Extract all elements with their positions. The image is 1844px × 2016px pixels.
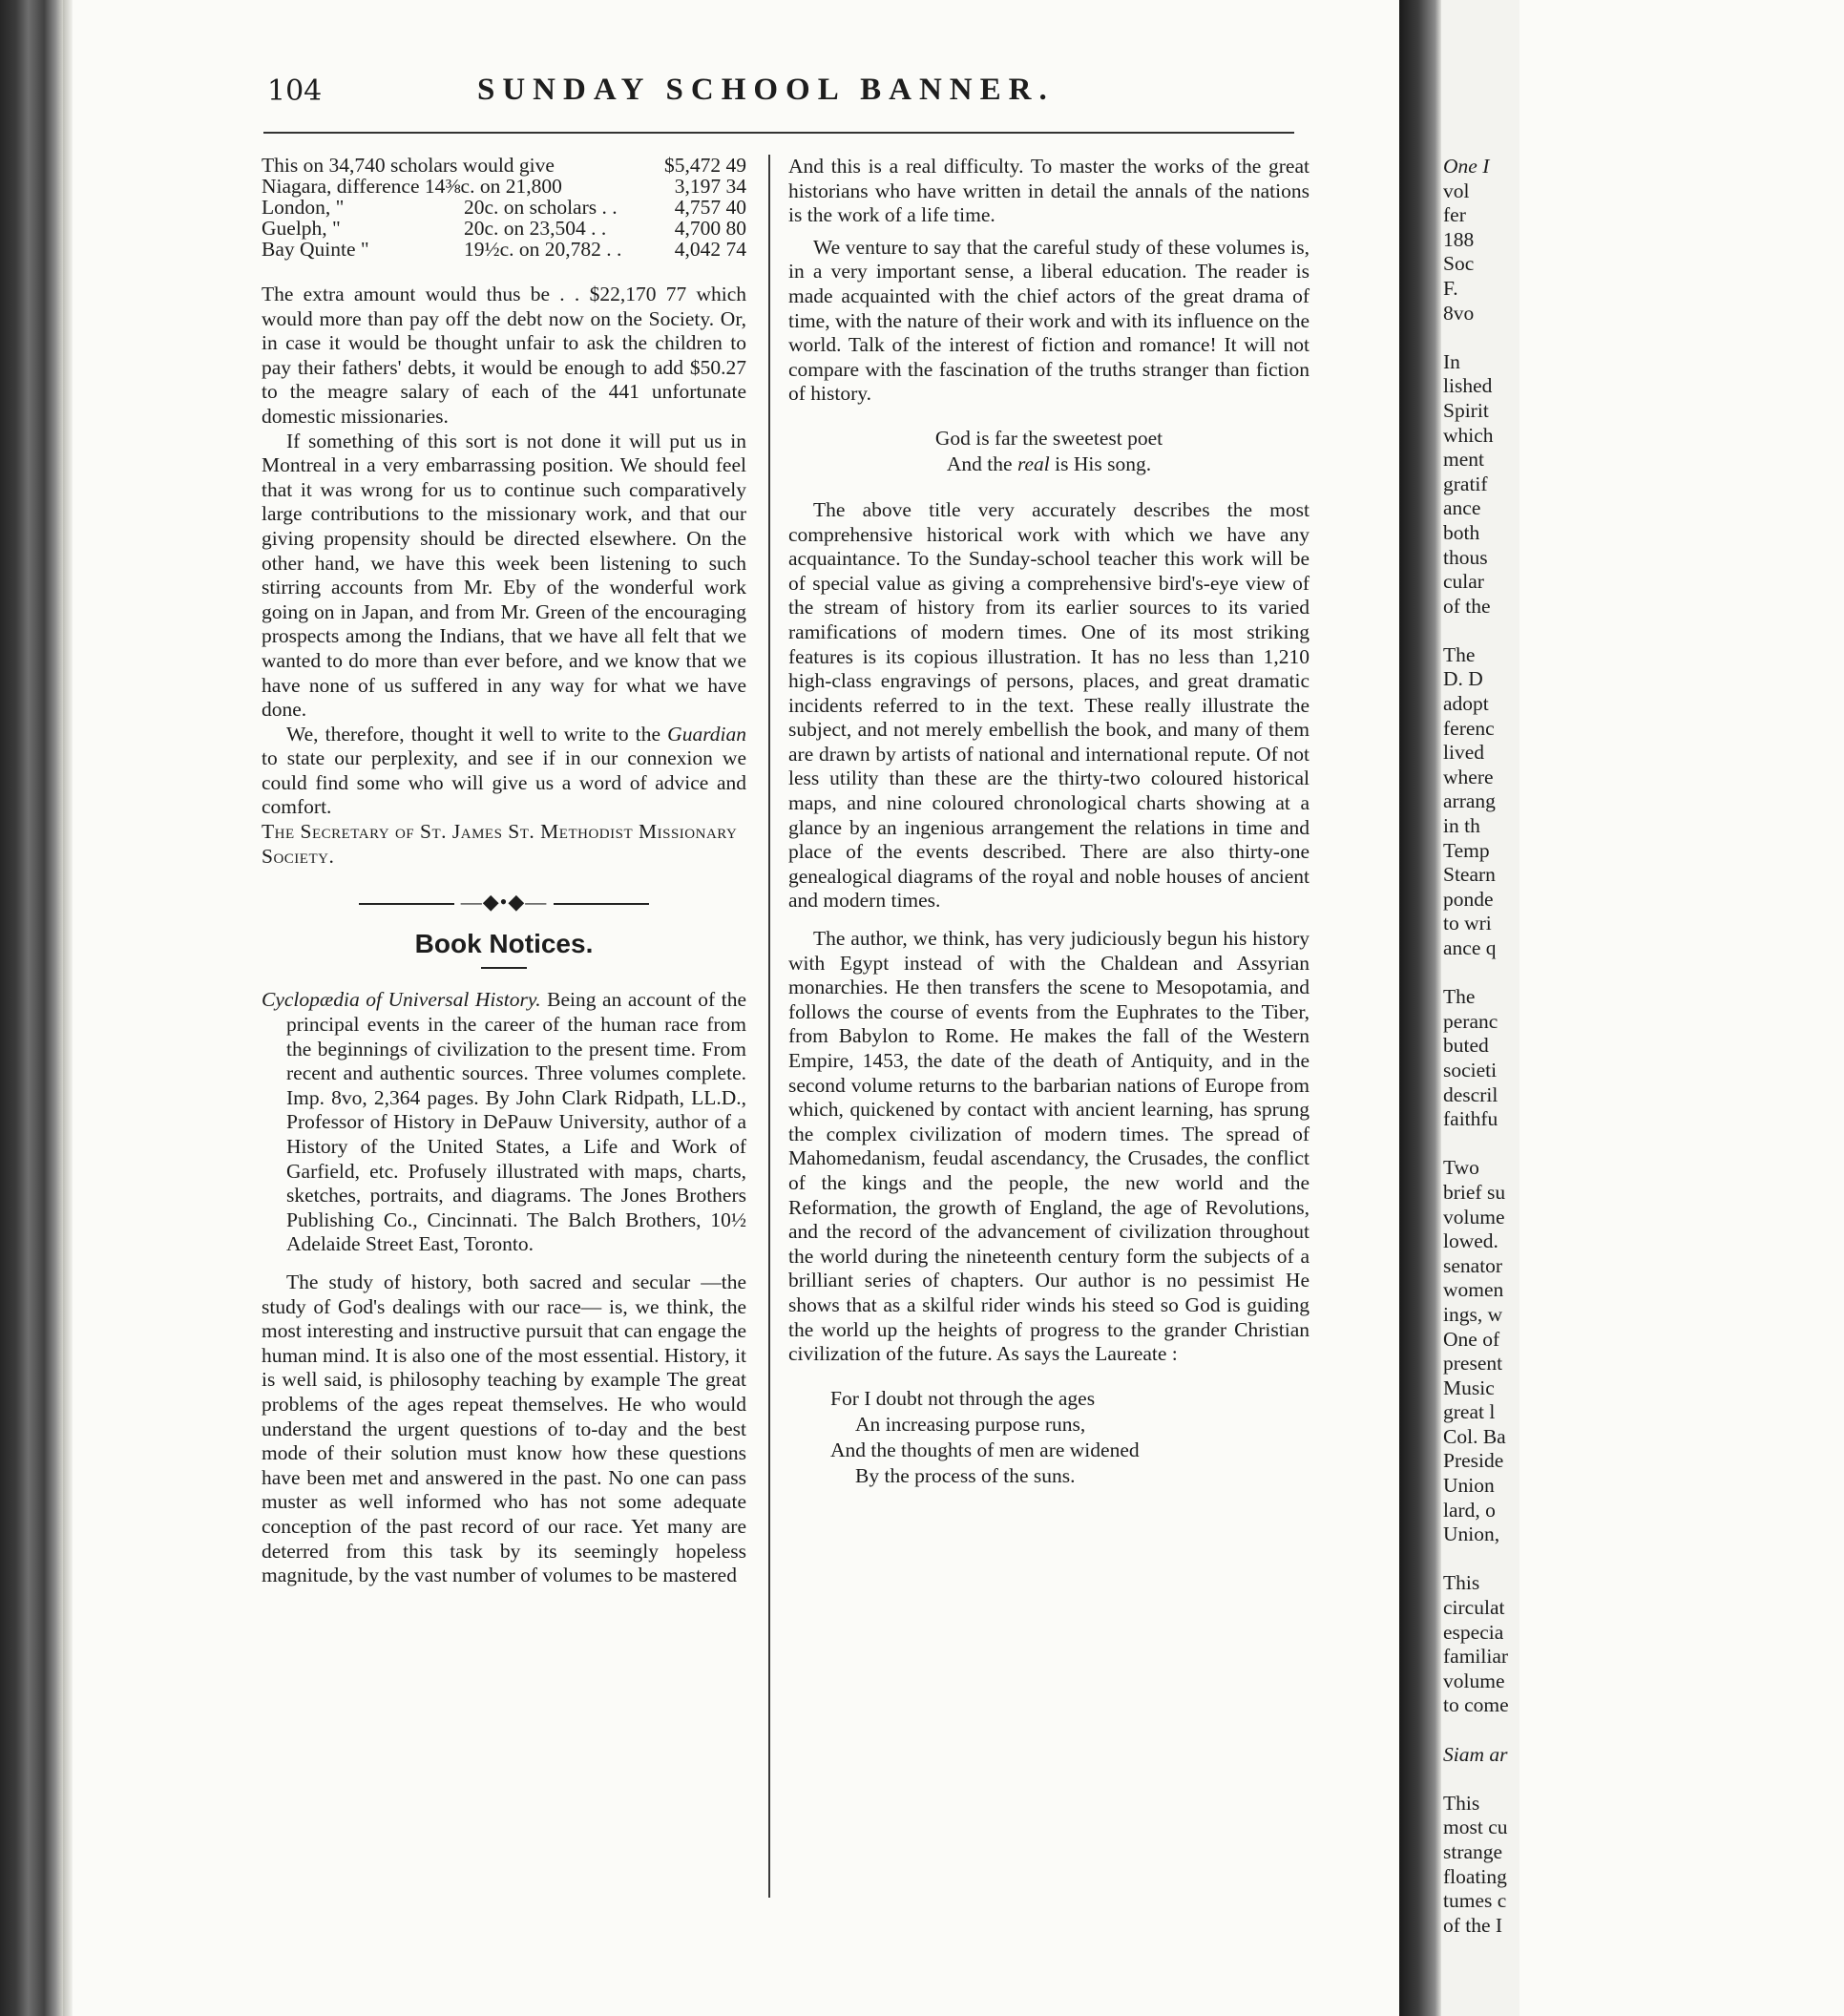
- header-rule: [263, 132, 1294, 134]
- paragraph: The author, we think, has very judiciously begun his history with Egypt instead of with the Chaldean and Assyrian monarchies. He then transfers the scene to Mesopotamia, and follows the course of events from the Euphrates to the Tiber, from Babylon to Rome. He makes the fall of the Western Empire, 1453, the date of the death of Antiquity, and in the second volume returns to the barbarian nations of Europe from which, quickened by contact with ancient learning, has sprung the complex civilization of modern times. The spread of Mahomedanism, feudal ascendancy, the Crusades, the conflict of the kings and the people, the new world and the Reformation, the growth of England, the age of Revolutions, and the record of the advancement of civilization throughout the world during the nineteenth century form the subjects of a brilliant series of chapters. Our author is no pessimist He shows that as a skilful rider winds his steed so God is guiding the world up the heights of progress to the grander Christian civilization of the future. As says the Laureate :: [788, 927, 1310, 1366]
- fragment-line: ferenc: [1443, 716, 1495, 740]
- fragment-line: of the I: [1443, 1913, 1503, 1937]
- text-span: to state our perplexity, and see if in our connexion we could find some who will give us a word of advice and comfort.: [262, 746, 746, 819]
- fragment-line: women: [1443, 1278, 1504, 1302]
- fragment-line: [1443, 1547, 1844, 1572]
- signature: The Secretary of St. James St. Methodist Missionary Society.: [262, 820, 738, 868]
- fragment-line: This: [1443, 1791, 1480, 1815]
- text-span: is His song.: [1049, 452, 1152, 475]
- paragraph: [262, 723, 746, 820]
- table-cell: Guelph, ": [262, 217, 341, 240]
- fragment-line: in th: [1443, 814, 1480, 838]
- table-row: [262, 155, 746, 176]
- poem-line: An increasing purpose runs,: [855, 1412, 1086, 1436]
- book-spine: [0, 0, 63, 2016]
- book-title: Cyclopædia of Universal History.: [262, 988, 541, 1012]
- text-span: We, therefore, thought it well to write to the: [286, 722, 668, 746]
- ornament-line: [359, 903, 454, 905]
- fragment-line: to wri: [1443, 912, 1492, 935]
- table-cell: London, ": [262, 196, 345, 219]
- table-cell: 4,042 74: [674, 238, 746, 261]
- table-cell: $5,472 49: [664, 154, 746, 177]
- fragment-line: lowed.: [1443, 1229, 1498, 1253]
- heading-rule: [481, 967, 527, 969]
- fragment-line: ment: [1443, 448, 1484, 472]
- fragment-line: [1443, 1718, 1844, 1743]
- poem: [830, 1386, 1310, 1489]
- fragment-line: adopt: [1443, 692, 1489, 716]
- next-page-fragment: [1439, 155, 1519, 1937]
- fragment-line: familiar: [1443, 1645, 1509, 1669]
- fragment-line: Two: [1443, 1156, 1479, 1180]
- quotation: [788, 426, 1310, 477]
- fragment-line: Union: [1443, 1474, 1495, 1498]
- fragment-line: especia: [1443, 1620, 1504, 1644]
- fragment-line: tumes c: [1443, 1889, 1507, 1913]
- book-description: Being an account of the principal events in the career of the human race from the beginnings of civilization to the present time. From recent and authentic sources. Three volumes complete. Imp. 8vo, 2,364 pages. By John Clark Ridpath, LL.D., Professor of History in DePauw University, author of a History of the United States, a Life and Work of Garfield, etc. Profusely illustrated with maps, charts, sketches, portraits, and diagrams. The Jones Brothers Publishing Co., Cincinnati. The Balch Brothers, 10½ Adelaide Street East, Toronto.: [286, 988, 746, 1256]
- fragment-line: ance: [1443, 496, 1481, 520]
- ornament-divider: [262, 890, 746, 914]
- fragment-line: both: [1443, 520, 1480, 544]
- fragment-line: most cu: [1443, 1816, 1508, 1839]
- fragment-line: great l: [1443, 1400, 1496, 1424]
- fragment-line: peranc: [1443, 1009, 1498, 1033]
- fragment-line: thous: [1443, 545, 1488, 569]
- fragment-line: cular: [1443, 570, 1484, 594]
- fragment-line: Siam ar: [1443, 1742, 1508, 1766]
- book-notice-entry: [262, 988, 746, 1257]
- paragraph: If something of this sort is not done it will put us in Montreal in a very embarrassing position. We should feel that it was wrong for us to continue such comparatively large contributions to the missionary work, and that our giving propensity should be directed elsewhere. On the other hand, we have this week been listening to such stirring accounts from Mr. Eby of the wonderful work going on in Japan, and from Mr. Green of the encouraging prospects among the Indians, that we have all felt that we wanted to do more than ever before, and we know that we have none of us suffered in any way for what we have done.: [262, 429, 746, 722]
- table-row: [262, 197, 746, 218]
- italic-title: Guardian: [667, 722, 746, 746]
- fragment-line: brief su: [1443, 1180, 1506, 1204]
- paragraph: And this is a real difficulty. To master the works of the great historians who have written in detail the annals of the nations is the work of a life time.: [788, 155, 1310, 227]
- section-heading: Book Notices.: [414, 928, 594, 958]
- fragment-line: of the: [1443, 594, 1491, 618]
- table-cell: 20c. on scholars . .: [464, 196, 618, 219]
- poem-line: And the thoughts of men are widened: [830, 1438, 1140, 1461]
- page-number: 104: [267, 74, 323, 108]
- right-column: [788, 155, 1310, 1489]
- fragment-line: volume: [1443, 1205, 1505, 1228]
- next-page-text: [1443, 155, 1844, 1938]
- fragment-line: One I: [1443, 155, 1490, 178]
- fragment-line: [1443, 961, 1844, 986]
- fragment-line: [1443, 619, 1844, 643]
- fragment-line: 8vo: [1443, 301, 1475, 325]
- fragment-line: ings, w: [1443, 1302, 1503, 1326]
- fragment-line: arrang: [1443, 789, 1496, 813]
- column-divider: [768, 155, 770, 1898]
- fragment-line: Music: [1443, 1376, 1495, 1399]
- fragment-line: This: [1443, 1571, 1480, 1595]
- running-title: SUNDAY SCHOOL BANNER.: [477, 73, 1055, 107]
- fragment-line: ance q: [1443, 936, 1497, 959]
- paragraph: We venture to say that the careful study of these volumes is, in a very important sense, a liberal education. The reader is made acquainted with the chief actors of the great drama of time, with the nature of their work and with its influence on the world. Talk of the interest of fiction and romance! It will not compare with the fascination of the truths stranger than fiction of history.: [788, 235, 1310, 406]
- fragment-line: D. D: [1443, 667, 1483, 691]
- paragraph: The study of history, both sacred and secular —the study of God's dealings with our race— is, we think, the most interesting and instructive pursuit that can engage the human mind. It is also one of the most essential. History, it is well said, is philosophy teaching by example The great problems of the ages repeat themselves. He who would understand the urgent questions of to-day and the best mode of their solution must know how these questions have been met and answered in the past. No one can pass muster as well informed who has not some adequate conception of the past record of our race. Yet many are deterred from this task by its seemingly hopeless magnitude, by the vast number of volumes to be mastered: [262, 1270, 746, 1587]
- fragment-line: Temp: [1443, 838, 1490, 862]
- table-row: [262, 218, 746, 239]
- fragment-line: to come: [1443, 1693, 1509, 1717]
- italic-word: real: [1016, 452, 1050, 475]
- poem-line: By the process of the suns.: [855, 1463, 1076, 1487]
- text-span: And the: [946, 452, 1017, 475]
- next-page-gutter: [1399, 0, 1441, 2016]
- table-cell: 4,700 80: [674, 217, 746, 240]
- fragment-line: faithfu: [1443, 1107, 1498, 1131]
- fragment-line: lard, o: [1443, 1498, 1496, 1522]
- fragment-line: [1443, 1767, 1844, 1792]
- poem-line: For I doubt not through the ages: [830, 1386, 1096, 1410]
- fragment-line: In: [1443, 349, 1460, 373]
- fragment-line: One of: [1443, 1327, 1500, 1351]
- fragment-line: lished: [1443, 374, 1493, 398]
- page-edge-left: [63, 0, 73, 2016]
- quote-line: God is far the sweetest poet: [934, 426, 1163, 450]
- table-cell: 20c. on 23,504 . .: [464, 217, 607, 240]
- table-cell: Niagara, difference 14⅜c. on 21,800: [262, 175, 562, 198]
- fragment-line: Soc: [1443, 252, 1475, 276]
- fragment-line: 188: [1443, 227, 1475, 251]
- fragment-line: Stearn: [1443, 863, 1496, 887]
- fragment-line: Union,: [1443, 1522, 1500, 1546]
- table-row: [262, 239, 746, 260]
- fragment-line: [1443, 326, 1844, 350]
- fragment-line: The: [1443, 985, 1476, 1009]
- fragment-line: buted: [1443, 1034, 1489, 1058]
- fragment-line: ponde: [1443, 887, 1494, 911]
- fragment-line: F.: [1443, 276, 1458, 300]
- left-column: [262, 155, 746, 1588]
- fragment-line: strange: [1443, 1839, 1503, 1863]
- fragment-line: gratif: [1443, 472, 1488, 495]
- fragment-line: where: [1443, 765, 1494, 788]
- table-cell: 4,757 40: [674, 196, 746, 219]
- paragraph: The extra amount would thus be . . $22,170 77 which would more than pay off the debt now on the Society. Or, in case it would be thought unfair to ask the children to pay their fathers' debts, it would be enough to add $50.27 to the meagre salary of each of the 441 unfortunate domestic missionaries.: [262, 283, 746, 428]
- fragment-line: senator: [1443, 1253, 1503, 1277]
- fragment-line: The: [1443, 642, 1476, 666]
- table-cell: This on 34,740 scholars would give: [262, 154, 555, 177]
- table-row: [262, 176, 746, 197]
- fragment-line: Col. Ba: [1443, 1424, 1506, 1448]
- fragment-line: vol: [1443, 178, 1470, 202]
- fragment-line: fer: [1443, 203, 1466, 227]
- fragment-line: present: [1443, 1352, 1503, 1376]
- quote-line: [788, 452, 1310, 477]
- table-cell: 3,197 34: [674, 175, 746, 198]
- fragment-line: which: [1443, 423, 1494, 447]
- fragment-line: lived: [1443, 741, 1484, 765]
- ornament-line: [554, 903, 649, 905]
- fragment-line: descril: [1443, 1082, 1498, 1106]
- fragment-line: Preside: [1443, 1449, 1504, 1473]
- contribution-table: [262, 155, 746, 260]
- fragment-line: volume: [1443, 1669, 1505, 1692]
- ornament-glyph: —◆•◆—: [460, 890, 548, 914]
- paragraph: The above title very accurately describes the most comprehensive historical work with which we have any acquaintance. To the Sunday-school teacher this work will be of special value as giving a comprehensive bird's-eye view of the stream of history from its earlier sources to its varied ramifications of modern times. One of its most striking features is its copious illustration. It has no less than 1,210 high-class engravings of persons, places, and great dramatic incidents referred to in the text. These really illustrate the subject, and not merely embellish the book, and many of them are drawn by artists of national and international repute. Of not less utility than these are the thirty-two coloured historical maps, and nine coloured chronological charts showing at a glance by an ingenious arrangement the relations in time and place of the events described. There are also thirty-one genealogical diagrams of the royal and noble houses of ancient and modern times.: [788, 497, 1310, 913]
- fragment-line: societi: [1443, 1058, 1498, 1082]
- fragment-line: floating: [1443, 1864, 1507, 1888]
- fragment-line: circulat: [1443, 1596, 1505, 1620]
- table-cell: 19½c. on 20,782 . .: [464, 238, 622, 261]
- fragment-line: Spirit: [1443, 398, 1489, 422]
- fragment-line: [1443, 1132, 1844, 1157]
- table-cell: Bay Quinte ": [262, 238, 369, 261]
